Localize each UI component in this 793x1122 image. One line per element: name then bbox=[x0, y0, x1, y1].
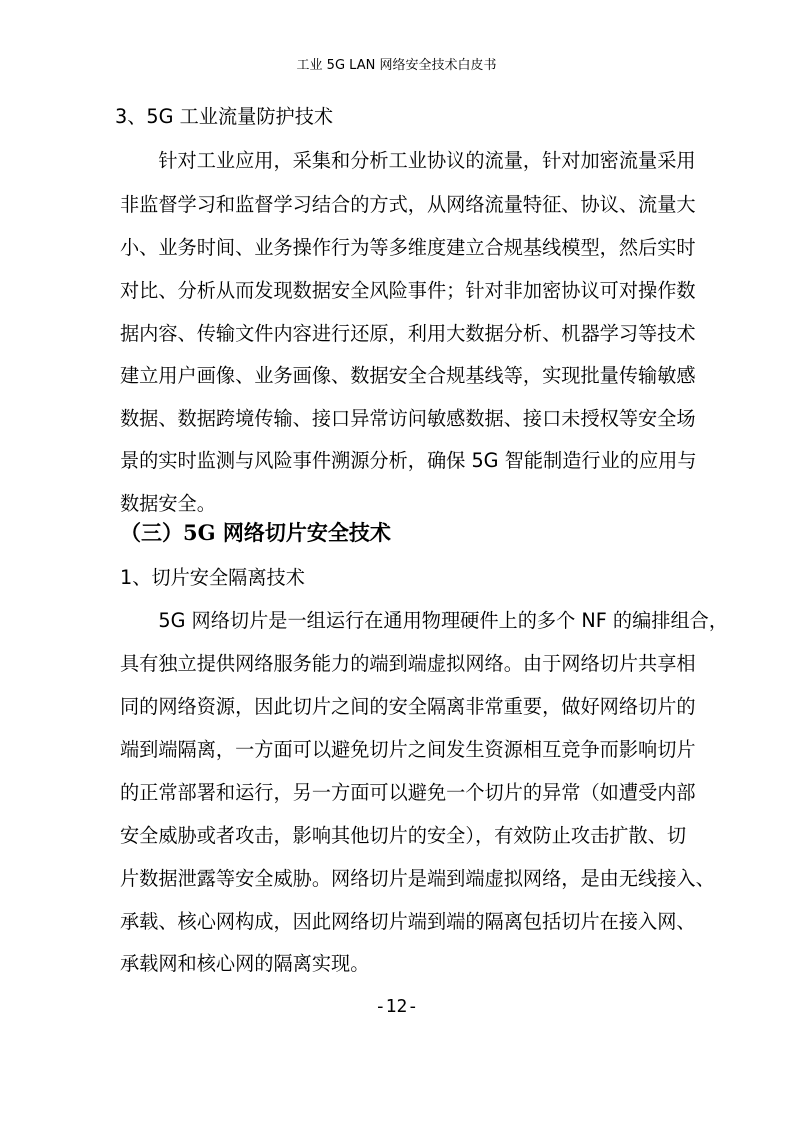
paragraph-line: 非监督学习和监督学习结合的方式，从网络流量特征、协议、流量大 bbox=[120, 193, 696, 216]
page-header: 工业 5G LAN 网络安全技术白皮书 bbox=[296, 58, 497, 73]
paragraph-line: 安全威胁或者攻击，影响其他切片的安全），有效防止攻击扩散、切 bbox=[120, 824, 687, 847]
paragraph-line: 承载、核心网构成，因此网络切片端到端的隔离包括切片在接入网、 bbox=[120, 910, 696, 933]
paragraph-line: 针对工业应用，采集和分析工业协议的流量，针对加密流量采用 bbox=[120, 149, 696, 172]
paragraph-line: 端到端隔离，一方面可以避免切片之间发生资源相互竞争而影响切片 bbox=[120, 738, 696, 761]
section-title: （三）5G 网络切片安全技术 bbox=[120, 520, 391, 545]
paragraph-line: 小、业务时间、业务操作行为等多维度建立合规基线模型，然后实时 bbox=[120, 236, 696, 259]
paragraph-line: 建立用户画像、业务画像、数据安全合规基线等，实现批量传输敏感 bbox=[120, 364, 696, 387]
paragraph-line: 具有独立提供网络服务能力的端到端虚拟网络。由于网络切片共享相 bbox=[120, 652, 696, 675]
paragraph-line: 片数据泄露等安全威胁。网络切片是端到端虚拟网络，是由无线接入、 bbox=[120, 867, 715, 890]
paragraph-line: 对比、分析从而发现数据安全风险事件；针对非加密协议可对操作数 bbox=[120, 279, 696, 302]
paragraph-line: 数据、数据跨境传输、接口异常访问敏感数据、接口未授权等安全场 bbox=[120, 407, 696, 430]
paragraph-line: 承载网和核心网的隔离实现。 bbox=[120, 952, 370, 975]
subsection-heading: 3、5G 工业流量防护技术 bbox=[115, 105, 334, 128]
paragraph-line: 景的实时监测与风险事件溯源分析，确保 5G 智能制造行业的应用与 bbox=[120, 449, 697, 472]
paragraph-line: 据内容、传输文件内容进行还原，利用大数据分析、机器学习等技术 bbox=[120, 322, 696, 345]
paragraph-line: 的正常部署和运行，另一方面可以避免一个切片的异常（如遭受内部 bbox=[120, 781, 696, 804]
paragraph-line: 5G 网络切片是一组运行在通用物理硬件上的多个 NF 的编排组合， bbox=[120, 609, 729, 632]
subsection-heading: 1、切片安全隔离技术 bbox=[120, 566, 305, 589]
paragraph-line: 数据安全。 bbox=[120, 492, 216, 515]
page-number: -12- bbox=[374, 996, 419, 1017]
paragraph-line: 同的网络资源，因此切片之间的安全隔离非常重要，做好网络切片的 bbox=[120, 695, 696, 718]
